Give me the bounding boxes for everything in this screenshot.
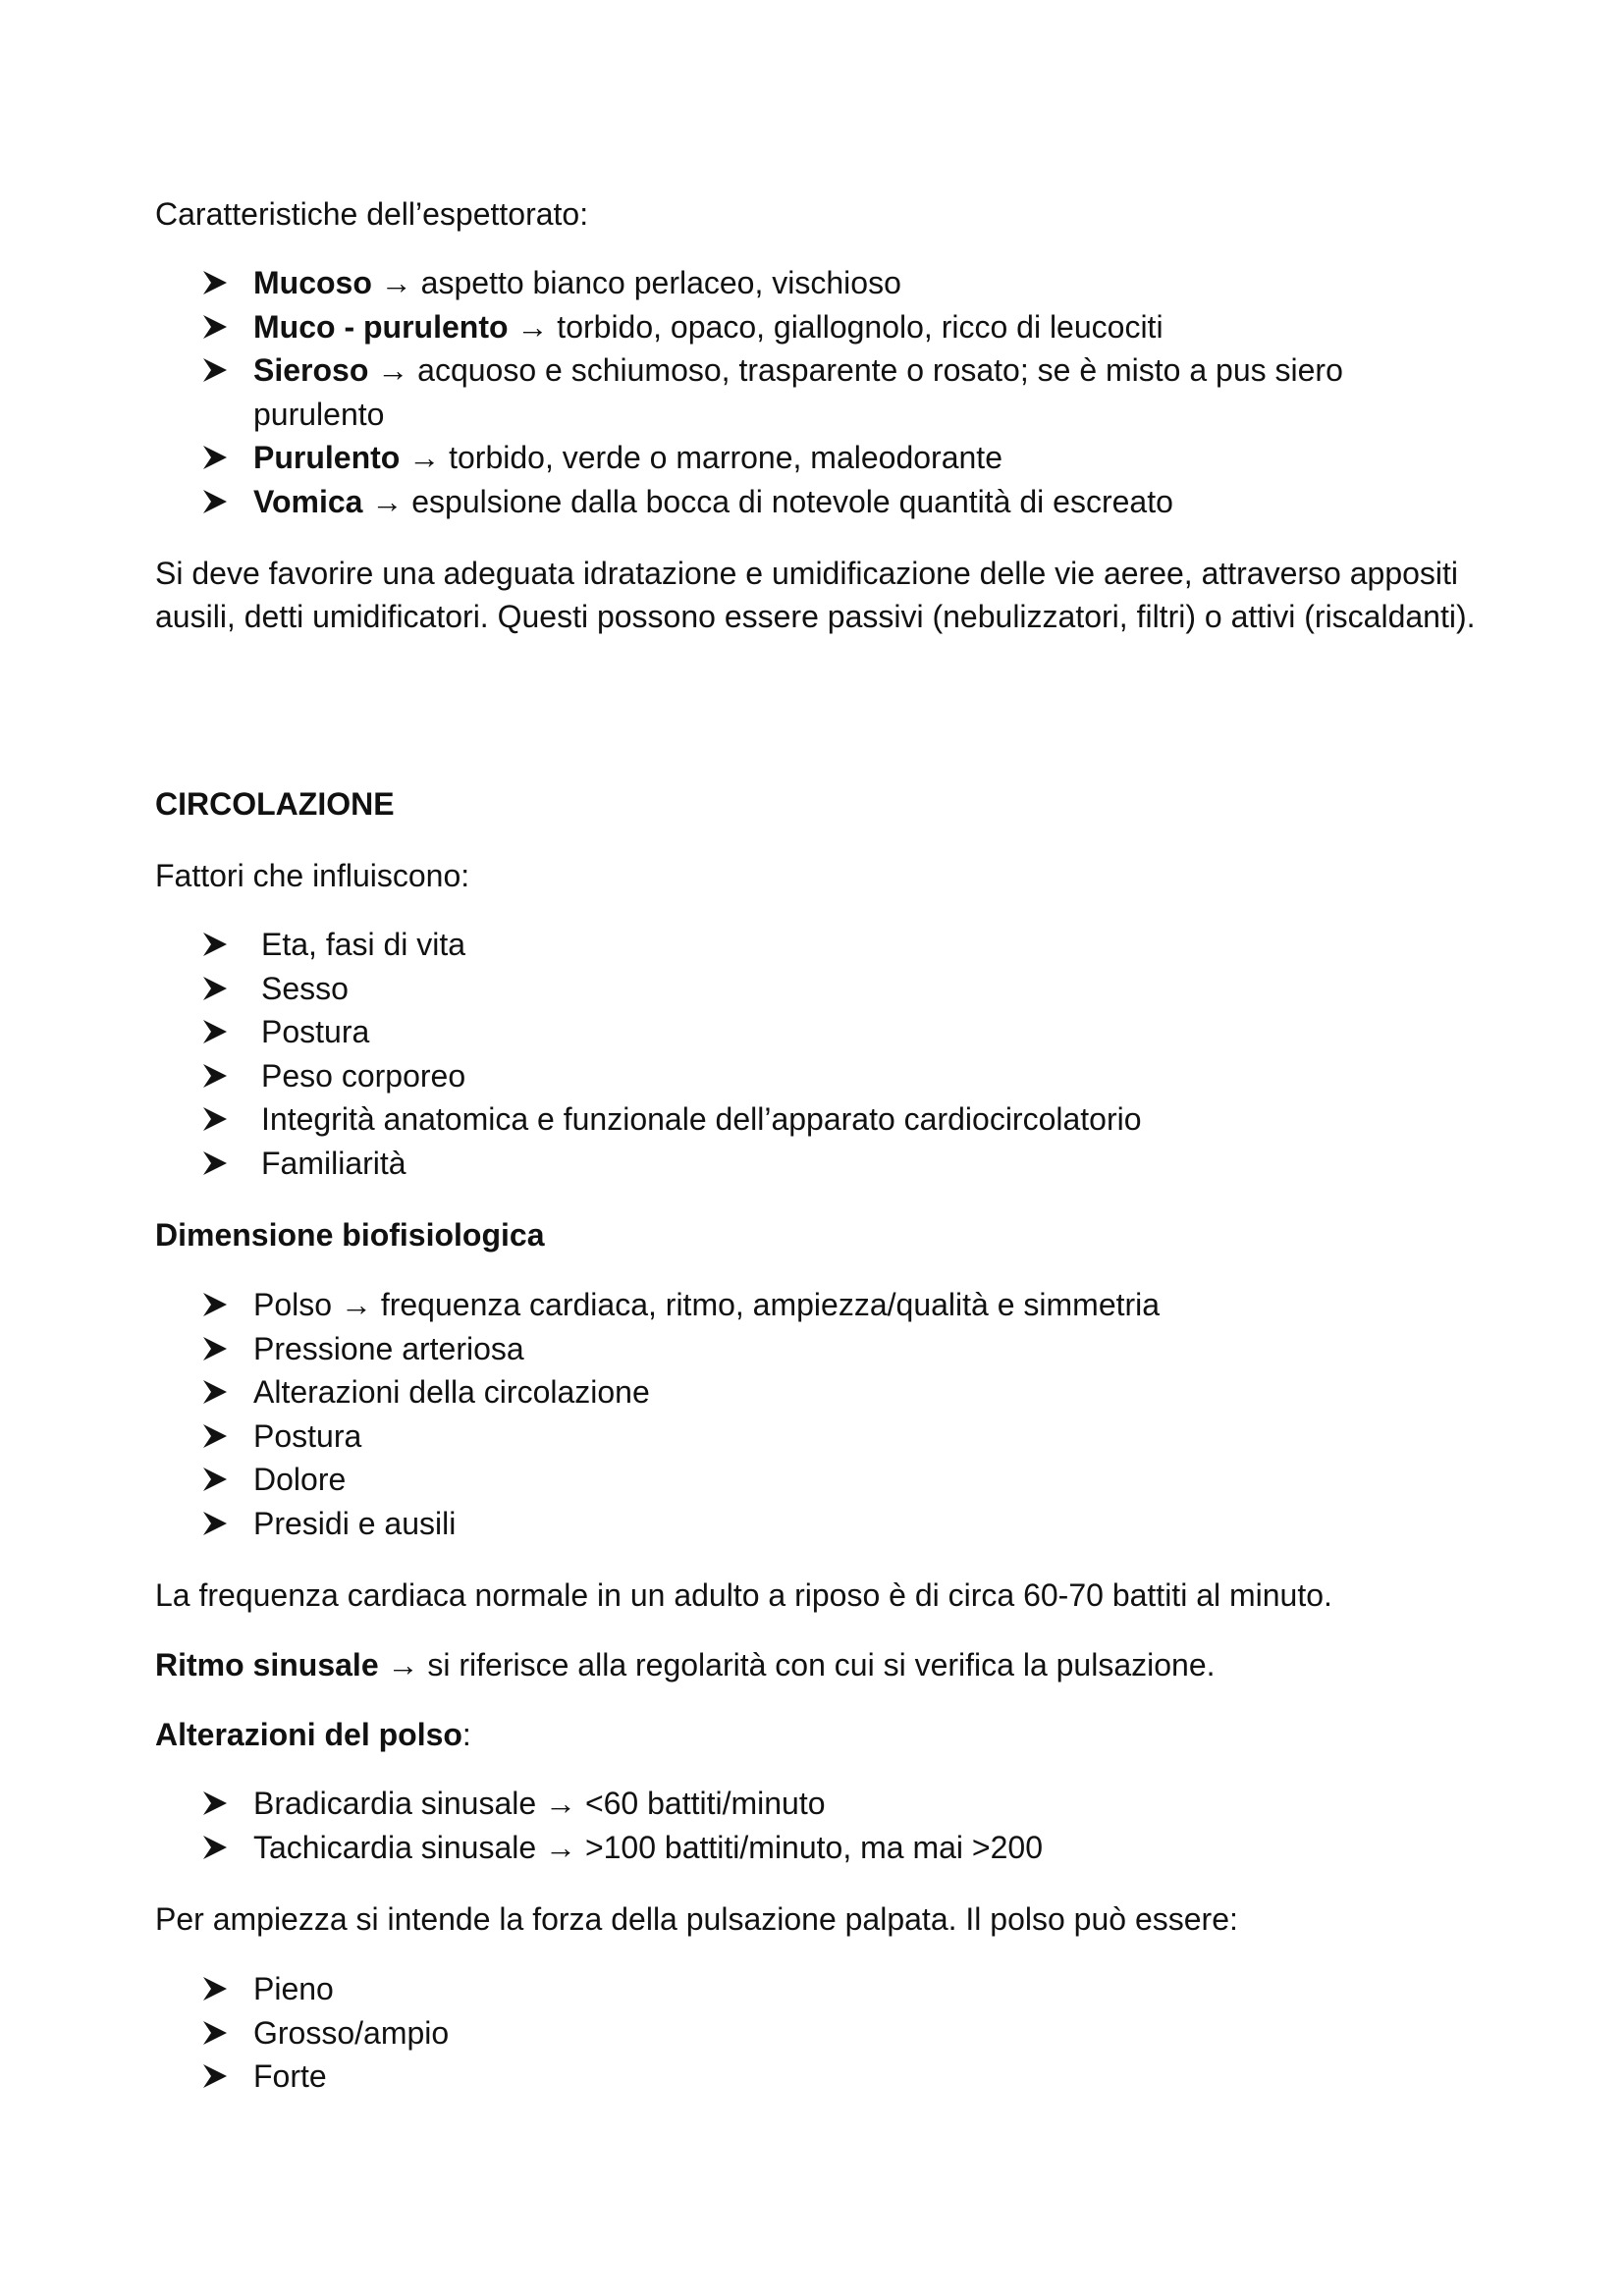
list-item-text: Integrità anatomica e funzionale dell’apparato cardiocircolatorio [261, 1101, 1142, 1137]
rhythm-paragraph [155, 1643, 1477, 1686]
arrowhead-bullet-icon [202, 357, 228, 383]
heart-rate-paragraph: La frequenza cardiaca normale in un adulto a riposo è di circa 60-70 battiti al minuto. [155, 1577, 1332, 1613]
list-item [0, 2011, 1624, 2056]
list-item-text: Eta, fasi di vita [261, 927, 466, 962]
arrowhead-bullet-icon [202, 1063, 228, 1089]
list-item [0, 1415, 1624, 1459]
term: Purulento [253, 440, 401, 475]
list-item-text: Familiarità [261, 1145, 406, 1181]
amplitude-paragraph: Per ampiezza si intende la forza della pulsazione palpata. Il polso può essere: [155, 1901, 1238, 1937]
list-item [0, 436, 1624, 480]
arrowhead-bullet-icon [202, 1467, 228, 1492]
list-item-text: Peso corporeo [261, 1057, 466, 1094]
arrow-icon: → [536, 1829, 585, 1865]
arrow-icon: → [400, 440, 450, 475]
pulse-alterations-heading [155, 1713, 1477, 1756]
list-item [0, 923, 1624, 967]
list-item [0, 1054, 1624, 1098]
list-item [0, 1967, 1624, 2011]
list-item [0, 1142, 1624, 1186]
list-item [0, 261, 1624, 305]
list-item-text: Postura [253, 1417, 362, 1454]
list-item-text: Presidi e ausili [253, 1505, 457, 1541]
arrowhead-bullet-icon [202, 489, 228, 514]
arrowhead-bullet-icon [202, 314, 228, 340]
list-item-text: Alterazioni della circolazione [253, 1374, 650, 1410]
list-item [0, 967, 1624, 1011]
arrowhead-bullet-icon [202, 2063, 228, 2089]
arrow-icon: → [368, 352, 418, 388]
factors-list [0, 923, 1624, 1185]
amplitude-list [0, 1967, 1624, 2099]
arrowhead-bullet-icon [202, 1379, 228, 1405]
arrow-icon: → [508, 308, 558, 345]
arrowhead-bullet-icon [202, 445, 228, 470]
list-item [0, 1502, 1624, 1546]
arrowhead-bullet-icon [202, 1336, 228, 1362]
arrowhead-bullet-icon [202, 976, 228, 1001]
arrow-icon: → [536, 1786, 585, 1821]
term: Polso [253, 1287, 333, 1322]
arrowhead-bullet-icon [202, 2020, 228, 2046]
list-item-text: Postura [261, 1014, 370, 1049]
arrowhead-bullet-icon [202, 1150, 228, 1176]
description: torbido, opaco, giallognolo, ricco di leucociti [557, 308, 1164, 345]
list-item [0, 1010, 1624, 1054]
description: frequenza cardiaca, ritmo, ampiezza/qualità e simmetria [380, 1287, 1161, 1322]
term: Muco - purulento [253, 308, 509, 345]
term: Vomica [253, 483, 363, 519]
factors-intro: Fattori che influiscono: [155, 858, 470, 893]
expectorate-list [0, 261, 1624, 523]
list-item-text: Forte [253, 2058, 327, 2094]
description: aspetto bianco perlaceo, vischioso [420, 265, 901, 300]
description: acquoso e schiumoso, trasparente o rosato; se è misto a pus siero purulento [253, 352, 1343, 432]
term: Bradicardia sinusale [253, 1786, 537, 1821]
arrowhead-bullet-icon [202, 1835, 228, 1860]
list-item [0, 305, 1624, 349]
arrow-icon: → [362, 483, 412, 519]
list-item-text: Pressione arteriosa [253, 1330, 524, 1366]
description: espulsione dalla bocca di notevole quantità di escreato [411, 483, 1173, 519]
hydration-paragraph: Si deve favorire una adeguata idratazione e umidificazione delle vie aeree, attraverso appositi ausili, detti umidificatori. Questi possono essere passivi (nebulizzatori, filtri) o attivi (riscaldanti). [155, 556, 1476, 634]
list-item-text: Pieno [253, 1971, 334, 2006]
arrowhead-bullet-icon [202, 1511, 228, 1536]
arrow-icon: → [332, 1287, 381, 1322]
suffix: : [461, 1717, 471, 1752]
list-item [0, 2055, 1624, 2099]
term: Tachicardia sinusale [253, 1829, 537, 1865]
list-item [0, 1097, 1624, 1142]
list-item-text: Grosso/ampio [253, 2014, 450, 2051]
arrowhead-bullet-icon [202, 932, 228, 957]
list-item-text: Sesso [261, 970, 349, 1006]
arrowhead-bullet-icon [202, 1423, 228, 1449]
list-item [0, 348, 1624, 436]
arrow-icon: → [378, 1647, 428, 1682]
description: torbido, verde o marrone, maleodorante [449, 440, 1002, 475]
list-item [0, 1826, 1624, 1870]
subsection-heading: Dimensione biofisiologica [155, 1217, 545, 1253]
term: Ritmo sinusale [155, 1647, 379, 1682]
arrowhead-bullet-icon [202, 1976, 228, 2002]
list-item [0, 480, 1624, 524]
list-item [0, 1283, 1624, 1327]
description: >100 battiti/minuto, ma mai >200 [584, 1829, 1043, 1865]
bio-list [0, 1283, 1624, 1545]
term: Alterazioni del polso [155, 1717, 462, 1752]
term: Mucoso [253, 265, 372, 300]
list-item [0, 1458, 1624, 1502]
section-heading: CIRCOLAZIONE [155, 786, 395, 822]
list-item-text: Dolore [253, 1462, 347, 1497]
list-item [0, 1370, 1624, 1415]
arrowhead-bullet-icon [202, 1106, 228, 1132]
arrowhead-bullet-icon [202, 1790, 228, 1816]
arrowhead-bullet-icon [202, 1019, 228, 1044]
list-item [0, 1327, 1624, 1371]
description: si riferisce alla regolarità con cui si verifica la pulsazione. [427, 1647, 1216, 1682]
arrowhead-bullet-icon [202, 1292, 228, 1317]
description: <60 battiti/minuto [584, 1786, 826, 1821]
list-item [0, 1782, 1624, 1826]
arrow-icon: → [371, 265, 421, 300]
arrowhead-bullet-icon [202, 270, 228, 295]
pulse-list [0, 1782, 1624, 1869]
term: Sieroso [253, 352, 369, 388]
expectorate-intro: Caratteristiche dell’espettorato: [155, 196, 589, 232]
